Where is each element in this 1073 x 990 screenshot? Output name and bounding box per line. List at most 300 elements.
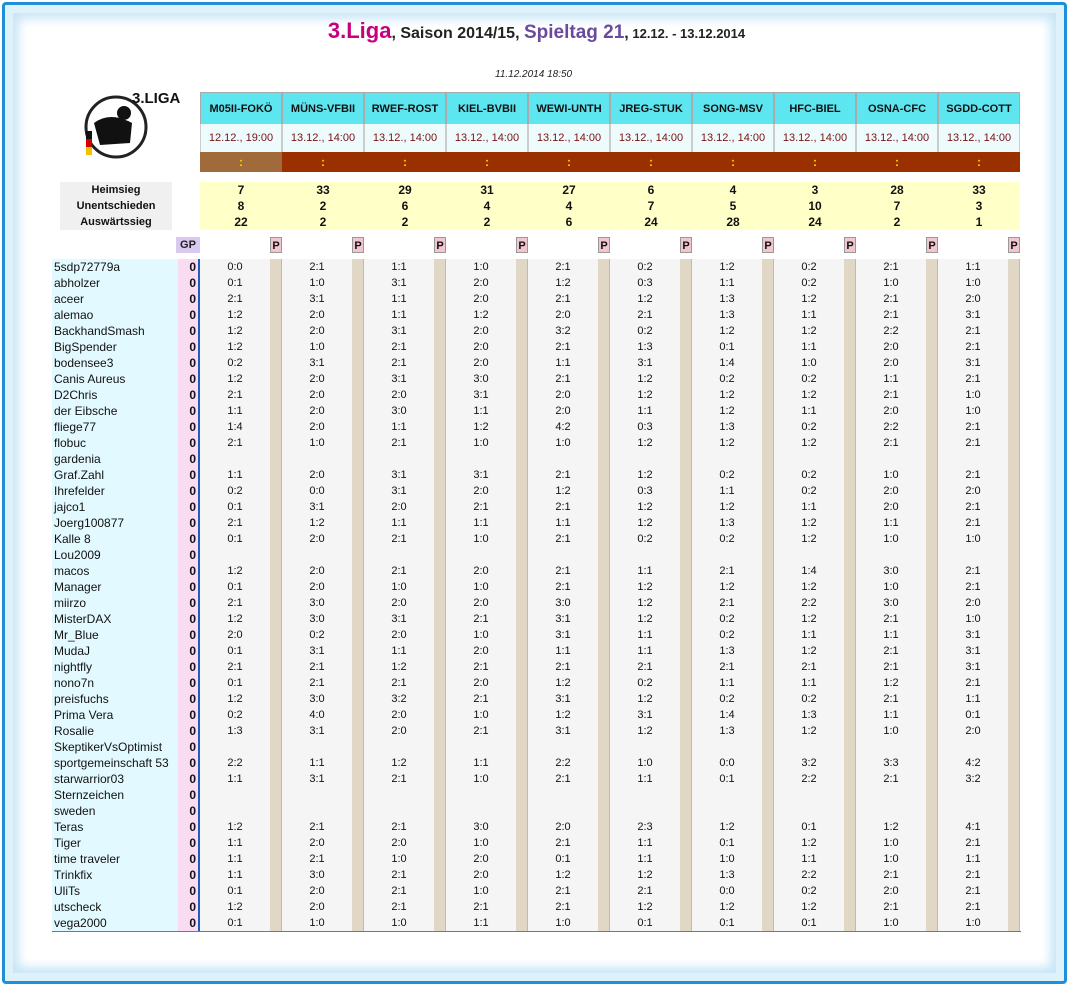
tip-cell: 0:0 [309, 485, 325, 497]
tip-cell: 1:0 [965, 613, 981, 625]
tip-cell: 2:0 [309, 469, 325, 481]
tip-cell: 2:0 [965, 597, 981, 609]
tip-cell: 1:2 [719, 581, 735, 593]
tip-cell: 1:1 [227, 853, 243, 865]
tip-cell: 0:3 [637, 277, 653, 289]
tip-cell: 0:2 [719, 693, 735, 705]
match-date: 13.12., 14:00 [610, 124, 692, 152]
tip-cell: 1:4 [801, 565, 817, 577]
player-name[interactable]: Kalle 8 [54, 532, 91, 546]
stat-draw: 7 [647, 199, 655, 213]
tip-cell: 1:0 [883, 837, 899, 849]
tip-cell [200, 451, 270, 467]
tip-cell [692, 739, 762, 755]
stat-draw: 4 [483, 199, 491, 213]
tip-cell: 1:2 [801, 389, 817, 401]
tip-cell: 2:0 [473, 565, 489, 577]
tip-cell: 0:1 [555, 853, 571, 865]
tip-cell: 2:1 [965, 373, 981, 385]
tip-cell: 1:1 [801, 629, 817, 641]
player-name[interactable]: macos [54, 564, 90, 578]
player-gp: 0 [189, 292, 196, 306]
stat-home: 7 [237, 183, 245, 197]
tip-cell: 3:2 [801, 757, 817, 769]
tip-cell [774, 739, 844, 755]
player-gp: 0 [189, 516, 196, 530]
tip-cell [856, 547, 926, 563]
player-name[interactable]: bodensee3 [54, 356, 114, 370]
stat-away: 24 [644, 215, 658, 229]
tip-cell [774, 803, 844, 819]
tip-cell: 0:1 [719, 773, 735, 785]
match-result: : [692, 152, 774, 172]
stat-away: 28 [726, 215, 740, 229]
tip-column [446, 259, 516, 931]
tip-cell [856, 451, 926, 467]
tip-cell: 1:0 [473, 773, 489, 785]
tip-cell [200, 739, 270, 755]
match-date: 13.12., 14:00 [446, 124, 528, 152]
player-name[interactable]: fliege77 [54, 420, 97, 434]
tip-cell: 2:0 [227, 629, 243, 641]
player-gp: 0 [189, 628, 196, 642]
tip-cell: 1:3 [719, 309, 735, 321]
player-name[interactable]: Sternzeichen [54, 788, 125, 802]
player-name[interactable]: MudaJ [54, 644, 91, 658]
tip-column [692, 259, 762, 931]
tip-cell [692, 803, 762, 819]
tip-cell: 2:1 [965, 869, 981, 881]
player-name[interactable]: 5sdp72779a [54, 260, 121, 274]
tip-cell [200, 803, 270, 819]
player-name[interactable]: Joerg100877 [54, 516, 125, 530]
player-name[interactable]: Tiger [54, 836, 81, 850]
tip-cell: 2:0 [555, 309, 571, 321]
tip-cell: 2:1 [555, 293, 571, 305]
player-name[interactable]: UliTs [54, 884, 80, 898]
tip-cell: 1:0 [391, 581, 407, 593]
player-name[interactable]: Trinkfix [54, 868, 93, 882]
stat-away: 6 [565, 215, 573, 229]
tip-cell: 1:2 [801, 517, 817, 529]
player-name[interactable]: preisfuchs [54, 692, 109, 706]
tip-cell: 2:0 [965, 485, 981, 497]
tip-cell: 2:1 [965, 901, 981, 913]
match-header [446, 92, 528, 172]
player-name[interactable]: Canis Aureus [54, 372, 126, 386]
tip-cell: 3:1 [309, 773, 325, 785]
tip-cell: 2:1 [555, 581, 571, 593]
points-badge: P [1008, 237, 1020, 253]
tip-cell: 2:0 [473, 341, 489, 353]
tip-cell: 2:2 [883, 421, 899, 433]
player-gp: 0 [189, 724, 196, 738]
tip-cell: 1:0 [473, 709, 489, 721]
player-gp: 0 [189, 804, 196, 818]
tip-cell: 1:0 [883, 581, 899, 593]
tip-cell: 2:1 [555, 341, 571, 353]
player-gp: 0 [189, 308, 196, 322]
points-badge: P [270, 237, 282, 253]
tip-cell: 0:1 [227, 917, 243, 929]
tip-cell: 2:1 [883, 869, 899, 881]
player-name[interactable]: time traveler [54, 852, 121, 866]
tip-cell: 1:2 [391, 757, 407, 769]
match-date: 13.12., 14:00 [938, 124, 1020, 152]
player-gp: 0 [189, 900, 196, 914]
tip-cell [446, 787, 516, 803]
tip-cell: 1:1 [637, 629, 653, 641]
tip-cell: 1:3 [719, 645, 735, 657]
tip-cell: 2:0 [309, 837, 325, 849]
tip-cell: 0:2 [801, 885, 817, 897]
stat-draw: 5 [729, 199, 737, 213]
tip-cell: 3:2 [965, 773, 981, 785]
player-name[interactable]: utscheck [54, 900, 102, 914]
player-gp: 0 [189, 388, 196, 402]
tip-cell [446, 451, 516, 467]
tip-cell [528, 451, 598, 467]
stat-home: 4 [729, 183, 737, 197]
player-name[interactable]: alemao [54, 308, 94, 322]
stat-away: 22 [234, 215, 248, 229]
tip-column [200, 259, 270, 931]
tip-cell: 2:0 [883, 341, 899, 353]
tip-cell: 1:3 [719, 869, 735, 881]
player-gp: 0 [189, 372, 196, 386]
player-name[interactable]: aceer [54, 292, 85, 306]
player-name[interactable]: MisterDAX [54, 612, 112, 626]
tip-cell [528, 787, 598, 803]
tip-cell: 1:1 [473, 405, 489, 417]
match-header [364, 92, 446, 172]
tip-cell: 2:1 [309, 661, 325, 673]
tip-cell: 2:1 [719, 565, 735, 577]
tip-cell [692, 547, 762, 563]
player-gp: 0 [189, 580, 196, 594]
tip-cell: 1:0 [883, 725, 899, 737]
player-gp: 0 [189, 484, 196, 498]
tip-cell: 2:0 [309, 901, 325, 913]
tip-cell: 3:1 [391, 325, 407, 337]
player-gp: 0 [189, 772, 196, 786]
match-stats [528, 182, 610, 230]
tip-cell: 1:2 [473, 309, 489, 321]
player-gp: 0 [189, 756, 196, 770]
tip-cell: 2:1 [391, 869, 407, 881]
tip-cell: 1:2 [227, 325, 243, 337]
tip-cell: 1:1 [965, 693, 981, 705]
tip-cell: 1:2 [227, 309, 243, 321]
tip-cell [610, 787, 680, 803]
tip-cell: 2:1 [965, 885, 981, 897]
tip-cell: 3:0 [883, 597, 899, 609]
tip-cell: 1:2 [719, 901, 735, 913]
tip-cell: 3:1 [637, 357, 653, 369]
tip-cell: 0:0 [719, 757, 735, 769]
player-name[interactable]: der Eibsche [54, 404, 118, 418]
player-name[interactable]: jajco1 [54, 500, 86, 514]
match-date: 13.12., 14:00 [856, 124, 938, 152]
player-name[interactable]: starwarrior03 [54, 772, 125, 786]
tip-cell: 1:1 [227, 405, 243, 417]
tip-cell: 1:1 [637, 837, 653, 849]
title-spieltag: Spieltag 21 [523, 22, 625, 43]
tip-cell: 2:1 [883, 661, 899, 673]
tip-cell: 2:1 [883, 261, 899, 273]
match-result: : [282, 152, 364, 172]
stat-draw: 8 [237, 199, 245, 213]
tip-cell: 1:2 [637, 869, 653, 881]
tip-cell: 2:1 [965, 437, 981, 449]
player-name[interactable]: nono7n [54, 676, 95, 690]
tip-cell: 1:1 [801, 501, 817, 513]
tip-cell: 3:1 [965, 357, 981, 369]
tip-cell: 1:2 [227, 613, 243, 625]
points-badge: P [762, 237, 774, 253]
tip-cell: 1:0 [883, 533, 899, 545]
tip-cell: 0:1 [227, 277, 243, 289]
tip-cell: 1:2 [801, 533, 817, 545]
tip-cell: 1:1 [719, 485, 735, 497]
tip-cell: 1:0 [473, 533, 489, 545]
match-name: M05II-FOKÖ [200, 92, 282, 124]
match-result: : [856, 152, 938, 172]
tip-cell: 3:1 [391, 373, 407, 385]
tip-column [938, 259, 1008, 931]
tip-cell: 1:0 [883, 917, 899, 929]
match-name: WEWI-UNTH [528, 92, 610, 124]
match-date: 13.12., 14:00 [774, 124, 856, 152]
player-gp: 0 [189, 740, 196, 754]
tip-cell: 2:1 [883, 901, 899, 913]
tip-cell: 2:0 [555, 389, 571, 401]
tip-cell [774, 787, 844, 803]
player-name[interactable]: miirzo [54, 596, 86, 610]
tip-cell: 1:2 [637, 725, 653, 737]
tip-column [282, 259, 352, 931]
player-name[interactable]: SkeptikerVsOptimist [54, 740, 163, 754]
tip-cell: 1:2 [637, 437, 653, 449]
points-badge: P [598, 237, 610, 253]
tip-cell: 1:1 [391, 517, 407, 529]
player-name[interactable]: Mr_Blue [54, 628, 99, 642]
tip-cell [364, 803, 434, 819]
tip-cell: 1:0 [391, 917, 407, 929]
tip-cell [856, 803, 926, 819]
player-name[interactable]: Lou2009 [54, 548, 101, 562]
player-gp: 0 [189, 436, 196, 450]
tip-cell: 2:1 [555, 837, 571, 849]
tip-cell [692, 451, 762, 467]
tip-cell: 1:1 [391, 261, 407, 273]
tip-cell: 2:1 [555, 773, 571, 785]
match-date: 13.12., 14:00 [282, 124, 364, 152]
tip-cell: 2:1 [555, 261, 571, 273]
tip-cell: 1:1 [227, 469, 243, 481]
tip-cell: 2:0 [309, 325, 325, 337]
tip-cell: 1:1 [719, 677, 735, 689]
player-name[interactable]: Teras [54, 820, 84, 834]
tip-cell: 1:2 [555, 677, 571, 689]
match-result: : [938, 152, 1020, 172]
tip-cell: 1:2 [719, 437, 735, 449]
player-name[interactable]: abholzer [54, 276, 101, 290]
gp-header: GP [176, 237, 200, 253]
tip-cell: 3:1 [555, 725, 571, 737]
tip-cell [692, 787, 762, 803]
tip-cell: 1:2 [637, 581, 653, 593]
tip-cell: 2:0 [473, 485, 489, 497]
player-name[interactable]: BigSpender [54, 340, 117, 354]
tip-cell: 0:2 [309, 629, 325, 641]
player-gp: 0 [189, 852, 196, 866]
tip-cell: 1:0 [801, 357, 817, 369]
tip-cell: 2:1 [309, 261, 325, 273]
tip-cell: 2:2 [883, 325, 899, 337]
stats-label-home: Heimsieg [91, 184, 141, 196]
tip-cell: 2:1 [227, 597, 243, 609]
player-name[interactable]: Rosalie [54, 724, 95, 738]
stat-home: 6 [647, 183, 655, 197]
player-name[interactable]: sportgemeinschaft 53 [54, 756, 169, 770]
tip-cell: 1:1 [227, 869, 243, 881]
tip-cell: 3:1 [391, 469, 407, 481]
match-header [692, 92, 774, 172]
tip-cell: 2:0 [883, 501, 899, 513]
tip-cell: 1:0 [309, 341, 325, 353]
tip-cell: 2:0 [391, 629, 407, 641]
tip-cell [528, 739, 598, 755]
player-name[interactable]: nightfly [54, 660, 93, 674]
player-name[interactable]: Ihrefelder [54, 484, 105, 498]
tip-cell: 2:1 [965, 565, 981, 577]
player-gp: 0 [189, 820, 196, 834]
match-header [856, 92, 938, 172]
player-gp: 0 [189, 884, 196, 898]
tip-cell: 1:1 [883, 629, 899, 641]
player-name[interactable]: Manager [54, 580, 102, 594]
tip-cell: 1:2 [227, 693, 243, 705]
player-name[interactable]: Graf.Zahl [54, 468, 105, 482]
tip-cell: 3:0 [883, 565, 899, 577]
tip-cell: 2:1 [227, 293, 243, 305]
tip-cell: 0:2 [719, 533, 735, 545]
player-name[interactable]: gardenia [54, 452, 101, 466]
player-gp: 0 [189, 260, 196, 274]
tip-cell: 2:0 [883, 885, 899, 897]
stats-label-draw: Unentschieden [76, 200, 156, 212]
player-name[interactable]: sweden [54, 804, 96, 818]
tip-cell: 0:1 [227, 885, 243, 897]
player-name[interactable]: Prima Vera [54, 708, 114, 722]
tip-cell: 1:0 [883, 277, 899, 289]
tip-cell: 2:1 [391, 677, 407, 689]
tip-cell: 1:2 [637, 613, 653, 625]
tip-cell: 2:2 [555, 757, 571, 769]
tip-cell: 2:3 [637, 821, 653, 833]
player-name[interactable]: BackhandSmash [54, 324, 145, 338]
tip-cell: 1:0 [309, 277, 325, 289]
tip-cell: 1:2 [637, 901, 653, 913]
tip-cell: 1:2 [801, 293, 817, 305]
tip-cell: 1:1 [555, 357, 571, 369]
tip-cell: 2:1 [391, 901, 407, 913]
tip-cell: 1:1 [555, 517, 571, 529]
stat-draw: 10 [808, 199, 822, 213]
tip-cell [446, 547, 516, 563]
tip-cell: 1:0 [965, 389, 981, 401]
player-name[interactable]: D2Chris [54, 388, 98, 402]
tip-cell: 2:1 [309, 853, 325, 865]
tip-cell: 2:1 [965, 325, 981, 337]
player-name[interactable]: vega2000 [54, 916, 107, 930]
stat-home: 31 [480, 183, 494, 197]
page-title [0, 18, 1073, 44]
match-stats [446, 182, 528, 230]
tip-cell [282, 787, 352, 803]
tip-cell: 3:1 [309, 501, 325, 513]
tip-cell: 1:2 [801, 437, 817, 449]
tip-cell: 2:0 [473, 677, 489, 689]
tip-cell: 0:1 [719, 917, 735, 929]
tip-cell: 2:1 [391, 821, 407, 833]
player-gp: 0 [189, 468, 196, 482]
tip-cell: 1:2 [883, 821, 899, 833]
tip-cell: 3:1 [965, 661, 981, 673]
player-gp: 0 [189, 868, 196, 882]
tip-cell: 3:1 [555, 613, 571, 625]
tip-cell: 1:3 [227, 725, 243, 737]
tip-cell [856, 787, 926, 803]
tip-cell: 3:0 [309, 693, 325, 705]
match-result: : [446, 152, 528, 172]
tip-cell [364, 451, 434, 467]
tip-cell: 1:0 [555, 917, 571, 929]
tip-cell: 2:1 [965, 341, 981, 353]
tip-cell: 0:2 [801, 485, 817, 497]
tip-cell: 2:0 [309, 885, 325, 897]
tip-cell: 1:3 [637, 341, 653, 353]
stat-draw: 4 [565, 199, 573, 213]
tip-cell: 1:2 [555, 709, 571, 721]
match-stats [938, 182, 1020, 230]
player-name[interactable]: flobuc [54, 436, 87, 450]
tip-cell: 2:1 [391, 357, 407, 369]
tip-cell: 3:1 [473, 389, 489, 401]
tip-cell: 2:0 [883, 485, 899, 497]
tip-cell: 2:1 [883, 613, 899, 625]
tip-cell: 2:1 [473, 725, 489, 737]
tip-cell: 1:0 [965, 917, 981, 929]
tip-cell: 2:1 [391, 885, 407, 897]
tip-cell: 2:1 [801, 661, 817, 673]
tip-cell: 1:1 [391, 309, 407, 321]
tip-cell: 1:2 [801, 325, 817, 337]
tip-cell: 4:1 [965, 821, 981, 833]
tip-cell [364, 739, 434, 755]
tip-cell: 1:2 [555, 485, 571, 497]
tip-cell: 2:0 [391, 389, 407, 401]
tip-cell: 3:0 [473, 821, 489, 833]
tip-cell: 1:2 [637, 517, 653, 529]
tip-cell: 1:3 [719, 725, 735, 737]
tip-cell: 3:1 [309, 725, 325, 737]
tip-cell: 3:0 [391, 405, 407, 417]
tip-cell: 1:1 [391, 293, 407, 305]
tip-cell: 2:1 [637, 885, 653, 897]
tip-cell: 2:1 [227, 389, 243, 401]
